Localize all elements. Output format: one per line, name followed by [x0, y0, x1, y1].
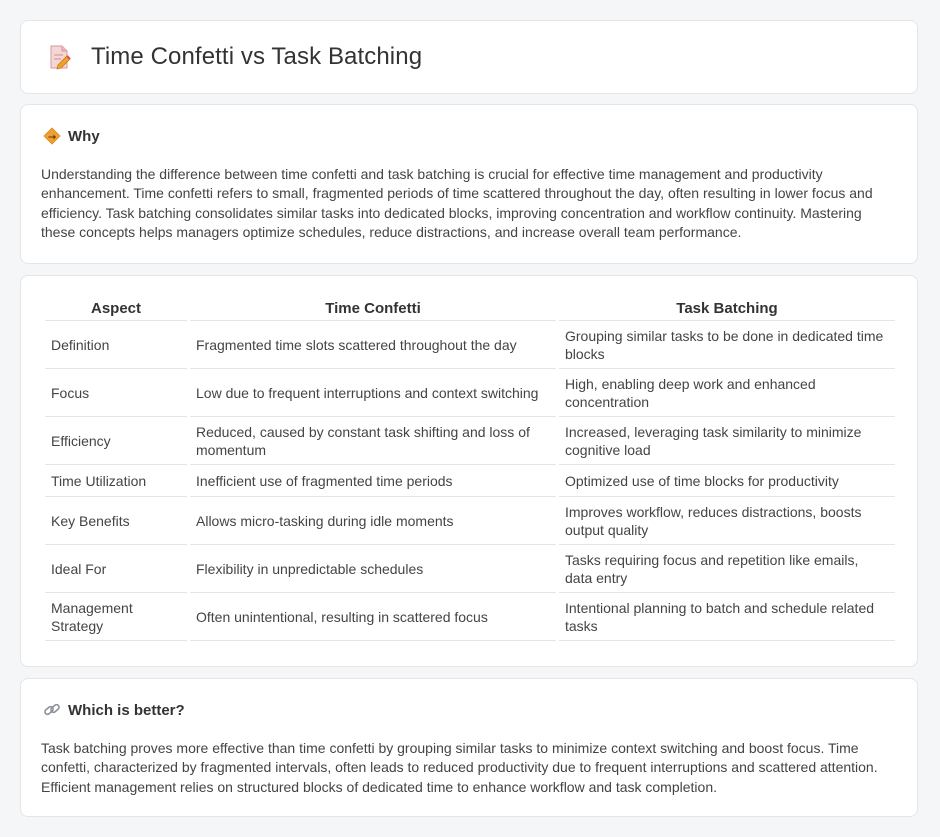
- cell-task-batching: Optimized use of time blocks for productivity: [559, 465, 895, 497]
- table-row: [45, 497, 895, 545]
- better-heading: [43, 701, 185, 719]
- why-heading: [43, 127, 100, 145]
- cell-time-confetti: Fragmented time slots scattered throughout the day: [190, 321, 556, 369]
- comparison-table-card: [20, 275, 918, 667]
- header-time-confetti: Time Confetti: [190, 296, 556, 321]
- cell-time-confetti: Allows micro-tasking during idle moments: [190, 497, 556, 545]
- table-row: [45, 417, 895, 465]
- cell-aspect: Focus: [45, 369, 187, 417]
- diamond-warning-icon: [43, 127, 61, 145]
- cell-aspect: Efficiency: [45, 417, 187, 465]
- link-icon: [43, 701, 61, 719]
- table-row: [45, 593, 895, 641]
- which-is-better-card: [20, 678, 918, 817]
- table-row: [45, 369, 895, 417]
- better-body: Task batching proves more effective than time confetti by grouping similar tasks to minimize context switching and boost focus. Time confetti, characterized by fragmented intervals, often leads to reduced productivity due to frequent interruptions and scattered attention. Efficient management relies on structured blocks of dedicated time to enhance workflow and task completion.: [41, 740, 878, 795]
- table-header-row: [45, 296, 895, 321]
- cell-time-confetti: Inefficient use of fragmented time periods: [190, 465, 556, 497]
- cell-time-confetti: Often unintentional, resulting in scattered focus: [190, 593, 556, 641]
- cell-task-batching: Grouping similar tasks to be done in dedicated time blocks: [559, 321, 895, 369]
- cell-task-batching: High, enabling deep work and enhanced concentration: [559, 369, 895, 417]
- cell-aspect: Time Utilization: [45, 465, 187, 497]
- why-card: [20, 104, 918, 264]
- cell-task-batching: Increased, leveraging task similarity to minimize cognitive load: [559, 417, 895, 465]
- why-body: Understanding the difference between time confetti and task batching is crucial for effective time management and productivity enhancement. Time confetti refers to small, fragmented periods of time scattered throughout the day, often resulting in lower focus and efficiency. Task batching consolidates similar tasks into dedicated blocks, improving concentration and workflow continuity. Mastering these concepts helps managers optimize schedules, reduce distractions, and increase overall team performance.: [41, 166, 873, 240]
- title-row: [45, 43, 422, 71]
- better-title: Which is better?: [68, 701, 185, 719]
- cell-time-confetti: Low due to frequent interruptions and context switching: [190, 369, 556, 417]
- header-aspect: Aspect: [45, 296, 187, 321]
- cell-aspect: Key Benefits: [45, 497, 187, 545]
- comparison-table: [42, 296, 898, 641]
- cell-aspect: Management Strategy: [45, 593, 187, 641]
- cell-task-batching: Tasks requiring focus and repetition like emails, data entry: [559, 545, 895, 593]
- header-task-batching: Task Batching: [559, 296, 895, 321]
- table-row: [45, 465, 895, 497]
- cell-task-batching: Improves workflow, reduces distractions, boosts output quality: [559, 497, 895, 545]
- cell-aspect: Definition: [45, 321, 187, 369]
- table-row: [45, 321, 895, 369]
- header-card: [20, 20, 918, 94]
- cell-time-confetti: Reduced, caused by constant task shifting and loss of momentum: [190, 417, 556, 465]
- cell-time-confetti: Flexibility in unpredictable schedules: [190, 545, 556, 593]
- cell-aspect: Ideal For: [45, 545, 187, 593]
- document-pencil-icon: [45, 43, 73, 71]
- why-title: Why: [68, 127, 100, 145]
- table-row: [45, 545, 895, 593]
- page-title: Time Confetti vs Task Batching: [91, 43, 423, 70]
- cell-task-batching: Intentional planning to batch and schedule related tasks: [559, 593, 895, 641]
